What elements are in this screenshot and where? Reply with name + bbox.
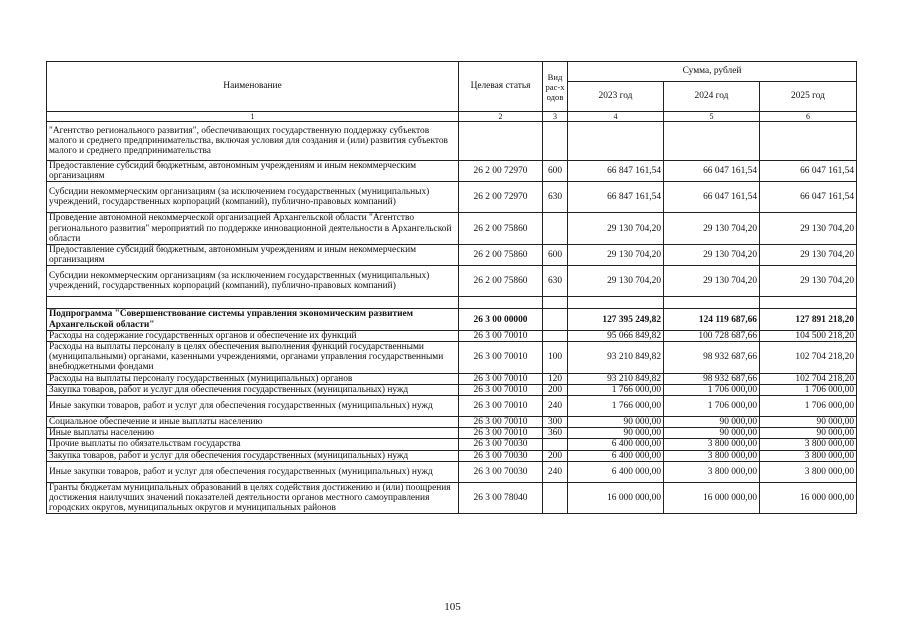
row-sum-2024-cell: 98 932 687,66 (664, 373, 760, 384)
column-number: 2 (459, 112, 543, 122)
row-sum-2023-cell: 1 766 000,00 (568, 396, 664, 417)
row-sum-2023-cell: 29 130 704,20 (568, 245, 664, 266)
row-expense-kind-cell (543, 330, 568, 341)
row-expense-kind-cell: 120 (543, 373, 568, 384)
row-sum-2025-cell: 66 047 161,54 (760, 161, 857, 182)
table-row (47, 482, 857, 514)
row-name-cell: Иные выплаты населению (47, 428, 459, 439)
row-target-article-cell: 26 3 00 00000 (459, 309, 543, 330)
column-number: 5 (664, 112, 760, 122)
column-numbers-row (47, 112, 857, 122)
row-name-cell: Социальное обеспечение и иные выплаты населению (47, 417, 459, 428)
row-expense-kind-cell (543, 482, 568, 514)
row-sum-2025-cell: 3 800 000,00 (760, 450, 857, 461)
table-row (47, 266, 857, 297)
row-expense-kind-cell: 300 (543, 417, 568, 428)
row-sum-2024-cell (664, 122, 760, 161)
row-target-article-cell: 26 3 00 70030 (459, 450, 543, 461)
row-expense-kind-cell: 630 (543, 182, 568, 213)
row-target-article-cell (459, 297, 543, 309)
row-sum-2023-cell: 127 395 249,82 (568, 309, 664, 330)
row-sum-2023-cell: 6 400 000,00 (568, 450, 664, 461)
row-name-cell: Иные закупки товаров, работ и услуг для обеспечения государственных (муниципальных) нужд (47, 461, 459, 482)
row-sum-2023-cell: 6 400 000,00 (568, 461, 664, 482)
row-expense-kind-cell (543, 439, 568, 450)
row-expense-kind-cell: 360 (543, 428, 568, 439)
table-row (47, 461, 857, 482)
table-row (47, 213, 857, 245)
row-target-article-cell: 26 3 00 70010 (459, 330, 543, 341)
row-sum-2023-cell: 90 000,00 (568, 417, 664, 428)
row-name-cell: Расходы на выплаты персоналу в целях обеспечения выполнения функций государственными (муниципальными) органами, казенными учреждениями, органами управления государственными внебюджетными фондами (47, 342, 459, 374)
header-expense-kind: Вид рас-ходов (543, 62, 568, 112)
table-row (47, 450, 857, 461)
row-sum-2023-cell: 29 130 704,20 (568, 213, 664, 245)
row-expense-kind-cell: 600 (543, 245, 568, 266)
row-expense-kind-cell: 240 (543, 461, 568, 482)
row-target-article-cell: 26 2 00 72970 (459, 182, 543, 213)
header-year-2025: 2025 год (760, 82, 857, 112)
row-target-article-cell: 26 2 00 75860 (459, 213, 543, 245)
row-sum-2025-cell (760, 297, 857, 309)
row-expense-kind-cell: 200 (543, 450, 568, 461)
row-sum-2023-cell: 16 000 000,00 (568, 482, 664, 514)
row-sum-2025-cell: 16 000 000,00 (760, 482, 857, 514)
table-row (47, 384, 857, 395)
row-sum-2025-cell: 90 000,00 (760, 417, 857, 428)
column-number: 1 (47, 112, 459, 122)
row-sum-2025-cell: 127 891 218,20 (760, 309, 857, 330)
budget-table (46, 61, 857, 514)
row-target-article-cell: 26 3 00 70030 (459, 439, 543, 450)
row-sum-2024-cell: 29 130 704,20 (664, 213, 760, 245)
row-name-cell: Расходы на выплаты персоналу государственных (муниципальных) органов (47, 373, 459, 384)
row-sum-2024-cell: 100 728 687,66 (664, 330, 760, 341)
row-sum-2024-cell: 90 000,00 (664, 428, 760, 439)
row-target-article-cell: 26 3 00 70010 (459, 384, 543, 395)
row-sum-2025-cell: 29 130 704,20 (760, 266, 857, 297)
row-sum-2024-cell: 66 047 161,54 (664, 182, 760, 213)
row-sum-2025-cell: 29 130 704,20 (760, 245, 857, 266)
row-sum-2024-cell: 29 130 704,20 (664, 266, 760, 297)
row-name-cell: Субсидии некоммерческим организациям (за исключением государственных (муниципальных) учреждений, государственных корпораций (компаний), публично-правовых компаний) (47, 182, 459, 213)
row-sum-2024-cell: 3 800 000,00 (664, 461, 760, 482)
table-body (47, 122, 857, 514)
row-sum-2024-cell (664, 297, 760, 309)
row-sum-2023-cell: 93 210 849,82 (568, 373, 664, 384)
row-expense-kind-cell (543, 297, 568, 309)
row-name-cell: Предоставление субсидий бюджетным, автономным учреждениям и иным некоммерческим организациям (47, 161, 459, 182)
row-expense-kind-cell (543, 213, 568, 245)
row-expense-kind-cell: 600 (543, 161, 568, 182)
row-sum-2024-cell: 1 706 000,00 (664, 384, 760, 395)
row-sum-2024-cell: 90 000,00 (664, 417, 760, 428)
row-name-cell: "Агентство регионального развития", обеспечивающих государственную поддержку субъектов малого и среднего предпринимательства, включая условия для создания и (или) развития субъектов малого и среднего предпринимательства (47, 122, 459, 161)
row-sum-2024-cell: 98 932 687,66 (664, 342, 760, 374)
column-number: 4 (568, 112, 664, 122)
row-sum-2025-cell: 104 500 218,20 (760, 330, 857, 341)
column-number: 6 (760, 112, 857, 122)
row-expense-kind-cell: 100 (543, 342, 568, 374)
row-sum-2023-cell: 6 400 000,00 (568, 439, 664, 450)
row-sum-2025-cell: 90 000,00 (760, 428, 857, 439)
table-row (47, 439, 857, 450)
table-row (47, 122, 857, 161)
row-sum-2023-cell (568, 122, 664, 161)
table-row (47, 417, 857, 428)
row-name-cell: Иные закупки товаров, работ и услуг для обеспечения государственных (муниципальных) нужд (47, 396, 459, 417)
row-sum-2024-cell: 29 130 704,20 (664, 245, 760, 266)
row-target-article-cell: 26 3 00 70010 (459, 342, 543, 374)
row-target-article-cell: 26 3 00 70010 (459, 396, 543, 417)
row-expense-kind-cell: 240 (543, 396, 568, 417)
row-sum-2023-cell: 29 130 704,20 (568, 266, 664, 297)
row-expense-kind-cell: 630 (543, 266, 568, 297)
row-sum-2024-cell: 3 800 000,00 (664, 450, 760, 461)
row-expense-kind-cell: 200 (543, 384, 568, 395)
header-sum: Сумма, рублей (568, 62, 857, 82)
table-row (47, 309, 857, 330)
row-sum-2024-cell: 66 047 161,54 (664, 161, 760, 182)
row-name-cell: Закупка товаров, работ и услуг для обеспечения государственных (муниципальных) нужд (47, 384, 459, 395)
row-sum-2023-cell: 90 000,00 (568, 428, 664, 439)
table-row (47, 245, 857, 266)
row-sum-2024-cell: 16 000 000,00 (664, 482, 760, 514)
row-target-article-cell: 26 3 00 70010 (459, 417, 543, 428)
row-sum-2024-cell: 3 800 000,00 (664, 439, 760, 450)
row-sum-2024-cell: 124 119 687,66 (664, 309, 760, 330)
row-sum-2025-cell (760, 122, 857, 161)
column-number: 3 (543, 112, 568, 122)
table-row (47, 396, 857, 417)
row-target-article-cell: 26 3 00 70030 (459, 461, 543, 482)
row-name-cell: Субсидии некоммерческим организациям (за исключением государственных (муниципальных) учреждений, государственных корпораций (компаний), публично-правовых компаний) (47, 266, 459, 297)
row-target-article-cell: 26 3 00 78040 (459, 482, 543, 514)
row-sum-2023-cell: 66 847 161,54 (568, 161, 664, 182)
row-sum-2025-cell: 66 047 161,54 (760, 182, 857, 213)
row-sum-2025-cell: 3 800 000,00 (760, 439, 857, 450)
row-sum-2025-cell: 102 704 218,20 (760, 373, 857, 384)
row-expense-kind-cell (543, 122, 568, 161)
row-sum-2023-cell: 95 066 849,82 (568, 330, 664, 341)
row-target-article-cell: 26 2 00 72970 (459, 161, 543, 182)
row-sum-2024-cell: 1 706 000,00 (664, 396, 760, 417)
row-sum-2023-cell: 1 766 000,00 (568, 384, 664, 395)
page-number: 105 (444, 601, 461, 613)
row-target-article-cell: 26 3 00 70010 (459, 373, 543, 384)
table-row (47, 373, 857, 384)
row-sum-2025-cell: 1 706 000,00 (760, 384, 857, 395)
row-name-cell: Прочие выплаты по обязательствам государства (47, 439, 459, 450)
row-name-cell: Гранты бюджетам муниципальных образований в целях содействия достижению и (или) поощрения достижения наилучших значений показателей деятельности органов местного самоуправления городских округов, муниципальных округов и муниципальных районов (47, 482, 459, 514)
header-year-2023: 2023 год (568, 82, 664, 112)
row-sum-2023-cell: 66 847 161,54 (568, 182, 664, 213)
row-sum-2025-cell: 102 704 218,20 (760, 342, 857, 374)
table-row (47, 161, 857, 182)
row-name-cell: Закупка товаров, работ и услуг для обеспечения государственных (муниципальных) нужд (47, 450, 459, 461)
row-expense-kind-cell (543, 309, 568, 330)
row-name-cell: Предоставление субсидий бюджетным, автономным учреждениям и иным некоммерческим организациям (47, 245, 459, 266)
table-row (47, 330, 857, 341)
row-sum-2023-cell (568, 297, 664, 309)
table-row (47, 342, 857, 374)
header-year-2024: 2024 год (664, 82, 760, 112)
table-row (47, 297, 857, 309)
row-target-article-cell: 26 2 00 75860 (459, 266, 543, 297)
row-sum-2023-cell: 93 210 849,82 (568, 342, 664, 374)
row-sum-2025-cell: 1 706 000,00 (760, 396, 857, 417)
row-target-article-cell: 26 2 00 75860 (459, 245, 543, 266)
row-name-cell (47, 297, 459, 309)
table-row (47, 428, 857, 439)
row-sum-2025-cell: 3 800 000,00 (760, 461, 857, 482)
header-name: Наименование (47, 62, 459, 112)
header-target-article: Целевая статья (459, 62, 543, 112)
row-name-cell: Проведение автономной некоммерческой организацией Архангельской области "Агентство регионального развития" мероприятий по поддержке инновационной деятельности в Архангельской области (47, 213, 459, 245)
row-name-cell: Подпрограмма "Совершенствование системы управления экономическим развитием Архангельской области" (47, 309, 459, 330)
row-target-article-cell (459, 122, 543, 161)
row-sum-2025-cell: 29 130 704,20 (760, 213, 857, 245)
row-target-article-cell: 26 3 00 70010 (459, 428, 543, 439)
row-name-cell: Расходы на содержание государственных органов и обеспечение их функций (47, 330, 459, 341)
table-row (47, 182, 857, 213)
